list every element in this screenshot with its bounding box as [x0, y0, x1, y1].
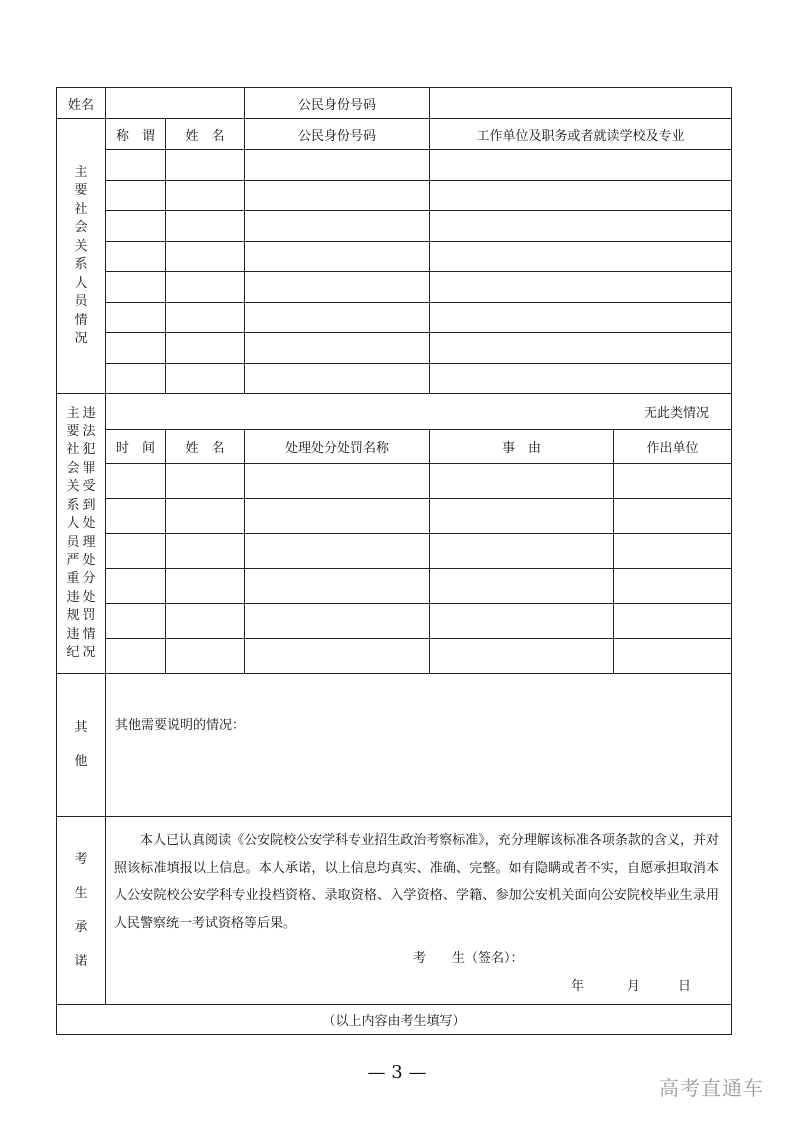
relation-work-cell[interactable]: [430, 180, 732, 211]
relation-name-cell[interactable]: [166, 272, 245, 303]
relation-name-cell[interactable]: [166, 180, 245, 211]
table-row: [57, 499, 732, 534]
date-month-label: 月: [627, 979, 641, 994]
violation-penalty-cell[interactable]: [245, 499, 430, 534]
relation-id-cell[interactable]: [245, 150, 430, 181]
relation-id-cell[interactable]: [245, 211, 430, 242]
relation-work-cell[interactable]: [430, 211, 732, 242]
column-header-penalty-name: 处理处分处罚名称: [245, 430, 430, 464]
violation-name-cell[interactable]: [166, 569, 245, 604]
violation-time-cell[interactable]: [106, 639, 166, 674]
signature-field[interactable]: [546, 943, 676, 969]
relation-work-cell[interactable]: [430, 272, 732, 303]
violation-name-cell[interactable]: [166, 639, 245, 674]
other-notes-prompt: 其他需要说明的情况：: [115, 718, 246, 733]
name-label: 姓名: [57, 88, 106, 119]
violation-reason-cell[interactable]: [430, 534, 614, 569]
violation-name-cell[interactable]: [166, 499, 245, 534]
violation-name-cell[interactable]: [166, 534, 245, 569]
relation-work-cell[interactable]: [430, 150, 732, 181]
relation-title-cell[interactable]: [106, 241, 166, 272]
other-row: [57, 674, 732, 817]
table-row: [57, 333, 732, 364]
table-row: [57, 180, 732, 211]
relation-work-cell[interactable]: [430, 363, 732, 394]
violation-unit-cell[interactable]: [614, 569, 732, 604]
violation-unit-cell[interactable]: [614, 464, 732, 499]
column-header-reason: 事 由: [430, 430, 614, 464]
relation-id-cell[interactable]: [245, 333, 430, 364]
column-header-issuing-unit: 作出单位: [614, 430, 732, 464]
relation-title-cell[interactable]: [106, 363, 166, 394]
violation-time-cell[interactable]: [106, 604, 166, 639]
name-field[interactable]: [106, 88, 245, 119]
column-header-time: 时 间: [106, 430, 166, 464]
violation-penalty-cell[interactable]: [245, 604, 430, 639]
table-row: [57, 464, 732, 499]
table-row: [57, 150, 732, 181]
column-header-title: 称 谓: [106, 119, 166, 150]
violation-reason-cell[interactable]: [430, 639, 614, 674]
footer-note: （以上内容由考生填写）: [57, 1005, 732, 1035]
violation-time-cell[interactable]: [106, 569, 166, 604]
relation-title-cell[interactable]: [106, 180, 166, 211]
relation-id-cell[interactable]: [245, 363, 430, 394]
pledge-section-label: 考 生 承 诺: [57, 817, 106, 1005]
violation-unit-cell[interactable]: [614, 639, 732, 674]
violation-name-cell[interactable]: [166, 464, 245, 499]
relation-work-cell[interactable]: [430, 302, 732, 333]
id-number-label: 公民身份号码: [245, 88, 430, 119]
relations-header-row: [57, 119, 732, 150]
relation-title-cell[interactable]: [106, 272, 166, 303]
column-header-id-number: 公民身份号码: [245, 119, 430, 150]
violation-reason-cell[interactable]: [430, 604, 614, 639]
other-notes-field[interactable]: [106, 674, 732, 817]
violation-time-cell[interactable]: [106, 464, 166, 499]
violation-penalty-cell[interactable]: [245, 569, 430, 604]
violation-reason-cell[interactable]: [430, 569, 614, 604]
relation-id-cell[interactable]: [245, 241, 430, 272]
column-header-name: 姓 名: [166, 430, 245, 464]
table-row: [57, 211, 732, 242]
date-year-label: 年: [571, 979, 585, 994]
table-row: [57, 639, 732, 674]
relation-name-cell[interactable]: [166, 211, 245, 242]
table-row: [57, 604, 732, 639]
violations-note-row: [57, 394, 732, 430]
pledge-content: [106, 817, 732, 1005]
violation-unit-cell[interactable]: [614, 604, 732, 639]
relation-id-cell[interactable]: [245, 180, 430, 211]
footer-row: [57, 1005, 732, 1035]
violation-penalty-cell[interactable]: [245, 639, 430, 674]
table-row: [57, 302, 732, 333]
political-review-form: [56, 87, 732, 1035]
relation-name-cell[interactable]: [166, 333, 245, 364]
violation-time-cell[interactable]: [106, 534, 166, 569]
pledge-text: 本人已认真阅读《公安院校公安学科专业招生政治考察标准》，充分理解该标准各项条款的含义，并对照该标准填报以上信息。本人承诺，以上信息均真实、准确、完整。如有隐瞒或者不实，自愿承担取消本人公安院校公安学科专业投档资格、录取资格、入学资格、学籍、参加公安机关面向公安院校毕业生录用人民警察统一考试资格等后果。: [114, 833, 719, 931]
relation-work-cell[interactable]: [430, 241, 732, 272]
relation-id-cell[interactable]: [245, 272, 430, 303]
column-header-work-unit: 工作单位及职务或者就读学校及专业: [430, 119, 732, 150]
relation-title-cell[interactable]: [106, 211, 166, 242]
violation-unit-cell[interactable]: [614, 499, 732, 534]
no-such-situation-note[interactable]: 无此类情况: [106, 394, 732, 430]
violation-penalty-cell[interactable]: [245, 534, 430, 569]
violation-penalty-cell[interactable]: [245, 464, 430, 499]
pledge-row: [57, 817, 732, 1005]
table-row: [57, 534, 732, 569]
relation-title-cell[interactable]: [106, 333, 166, 364]
column-header-name: 姓 名: [166, 119, 245, 150]
relation-name-cell[interactable]: [166, 302, 245, 333]
violations-section-label: 主 要 社 会 关 系 人 员 严 重 违 规 违 纪 违 法 犯 罪 受 到 处 理 处 分 处 罚 情 况: [57, 394, 106, 674]
id-number-field[interactable]: [430, 88, 732, 119]
relation-name-cell[interactable]: [166, 150, 245, 181]
relation-name-cell[interactable]: [166, 241, 245, 272]
table-row: [57, 363, 732, 394]
violations-header-row: [57, 430, 732, 464]
violation-name-cell[interactable]: [166, 604, 245, 639]
relation-title-cell[interactable]: [106, 150, 166, 181]
table-row: [57, 569, 732, 604]
violation-time-cell[interactable]: [106, 499, 166, 534]
relations-section-label: 主 要 社 会 关 系 人 员 情 况: [57, 119, 106, 394]
other-section-label: 其 他: [57, 674, 106, 817]
relation-name-cell[interactable]: [166, 363, 245, 394]
table-row: [57, 272, 732, 303]
signature-label: 考 生（签名）：: [413, 951, 524, 966]
violation-unit-cell[interactable]: [614, 534, 732, 569]
date-day-label: 日: [678, 979, 692, 994]
header-row: [57, 88, 732, 119]
relation-title-cell[interactable]: [106, 302, 166, 333]
relation-id-cell[interactable]: [245, 302, 430, 333]
watermark: 高考直通车: [659, 1076, 764, 1100]
page-number: — 3 —: [367, 1062, 427, 1083]
violation-reason-cell[interactable]: [430, 499, 614, 534]
violation-reason-cell[interactable]: [430, 464, 614, 499]
table-row: [57, 241, 732, 272]
relation-work-cell[interactable]: [430, 333, 732, 364]
